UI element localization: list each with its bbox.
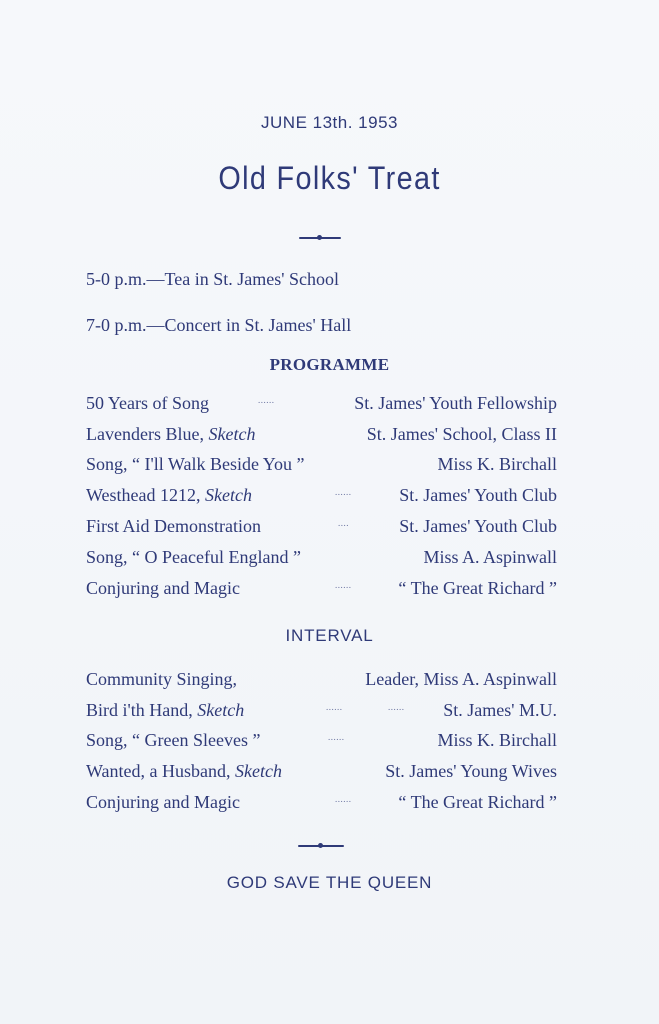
performer: Miss K. Birchall	[437, 454, 557, 474]
programme-row	[86, 761, 557, 785]
performer: St. James' School, Class II	[366, 424, 557, 444]
item-title: Conjuring and Magic	[86, 792, 240, 812]
item-title: Song, “ Green Sleeves ”	[86, 730, 261, 750]
item-style: Sketch	[205, 485, 252, 505]
item-title: Song, “ O Peaceful England ”	[86, 547, 301, 567]
item-title: 50 Years of Song	[86, 393, 210, 413]
programme-row	[86, 547, 557, 571]
schedule-concert: 7-0 p.m.—Concert in St. James' Hall	[86, 315, 352, 335]
programme-row	[86, 424, 557, 448]
performer: St. James' Youth Fellowship	[354, 393, 557, 413]
interval-heading: INTERVAL	[285, 626, 374, 645]
performer: Miss A. Aspinwall	[423, 547, 557, 567]
programme-row	[86, 792, 557, 816]
performer: Leader, Miss A. Aspinwall	[365, 669, 557, 689]
event-date: JUNE 13th. 1953	[261, 113, 398, 132]
performer: “ The Great Richard ”	[398, 792, 557, 812]
leader-dots: ......	[335, 580, 352, 590]
programme-row	[86, 700, 557, 724]
programme-row	[86, 578, 557, 602]
item-title: Lavenders Blue,	[86, 424, 204, 444]
programme-row	[86, 669, 557, 693]
item-title: Westhead 1212,	[86, 485, 201, 505]
performer: St. James' Youth Club	[399, 516, 557, 536]
leader-dots: ......	[335, 794, 352, 804]
programme-row	[86, 454, 557, 478]
performer: St. James' Youth Club	[399, 485, 557, 505]
leader-dots: ......	[326, 702, 343, 712]
leader-dots: ......	[258, 395, 275, 405]
item-style: Sketch	[235, 761, 282, 781]
item-title: Song, “ I'll Walk Beside You ”	[86, 454, 305, 474]
item-title: Community Singing,	[86, 669, 238, 689]
item-style: Sketch	[208, 424, 256, 444]
programme-row	[86, 393, 557, 417]
page-title: Old Folks' Treat	[218, 160, 441, 196]
item-style: Sketch	[197, 700, 245, 720]
leader-dots: ......	[335, 487, 352, 497]
programme-row	[86, 730, 557, 754]
programme-heading: PROGRAMME	[269, 355, 390, 374]
item-title: Bird i'th Hand,	[86, 700, 193, 720]
item-title: Conjuring and Magic	[86, 578, 240, 598]
item-title: First Aid Demonstration	[86, 516, 261, 536]
programme-row	[86, 485, 557, 509]
closing-line: GOD SAVE THE QUEEN	[226, 873, 433, 892]
leader-dots: ....	[338, 518, 349, 528]
leader-dots: ......	[388, 702, 405, 712]
programme-row	[86, 516, 557, 540]
performer: Miss K. Birchall	[437, 730, 557, 750]
leader-dots: ......	[328, 732, 345, 742]
schedule-tea: 5-0 p.m.—Tea in St. James' School	[86, 269, 339, 289]
performer: “ The Great Richard ”	[398, 578, 557, 598]
item-title: Wanted, a Husband,	[86, 761, 231, 781]
performer: St. James' M.U.	[443, 700, 557, 720]
performer: St. James' Young Wives	[385, 761, 557, 781]
